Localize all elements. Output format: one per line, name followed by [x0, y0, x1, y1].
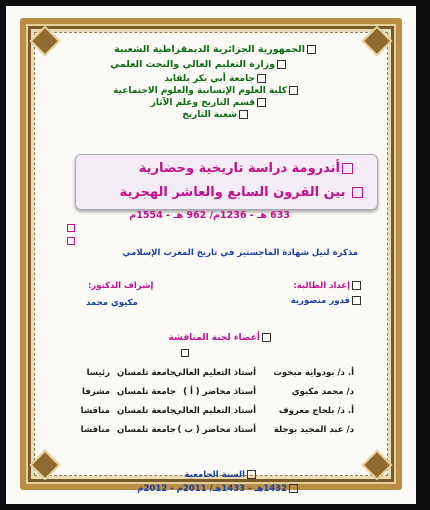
header-line-ministry: وزارة التعليم العالي والبحث العلمي [110, 59, 286, 70]
document-page [6, 6, 416, 504]
member-rank: أستاذ التعليم العالي [173, 368, 256, 378]
header-line-university: جامعة أبي بكر بلقايد [164, 74, 266, 84]
header-line-republic: الجمهورية الجزائرية الديمقراطية الشعبية [114, 44, 316, 55]
header-line-branch: شعبة التاريخ [182, 110, 248, 120]
member-role: رئيسا [86, 368, 110, 378]
corner-ornament [361, 449, 392, 480]
member-university: جامعة تلمسان [117, 387, 176, 397]
corner-ornament [29, 449, 60, 480]
academic-year-label: السنة الجامعية [185, 470, 256, 480]
thesis-subtitle: مذكرة لنيل شهادة الماجستير في تاريخ المغرب الإسلامي [122, 248, 358, 258]
member-rank: أستاذ التعليم العالي [173, 406, 256, 416]
academic-year-value: 1432هـ - 1433هـ/ 2011م - 2012م [137, 484, 298, 494]
committee-label: أعضاء لجنة المناقشة [169, 333, 271, 343]
thesis-title-box [75, 154, 378, 210]
student-label: إعداد الطالبة: [293, 281, 361, 291]
corner-ornament [361, 25, 392, 56]
member-role: مناقشا [80, 425, 110, 435]
header-line-faculty: كلية العلوم الإنسانية والعلوم الاجتماعية [113, 86, 298, 96]
header-line-department: قسم التاريخ وعلم الآثار [151, 98, 266, 108]
thesis-title-line-1: أندرومة دراسة تاريخية وحضارية [139, 161, 353, 176]
member-role: مشرفا [82, 387, 110, 397]
member-role: مناقشا [80, 406, 110, 416]
member-university: جامعة تلمسان [117, 368, 176, 378]
corner-ornament [29, 25, 60, 56]
member-rank: أستاذ محاضر ( أ ) [183, 387, 256, 397]
student-name: قدور منصورية [291, 296, 361, 306]
member-name: د/ عبد المجيد بوجلة [273, 425, 354, 435]
member-university: جامعة تلمسان [117, 406, 176, 416]
member-name: د/ محمد مكيوي [291, 387, 354, 397]
supervisor-name: مكيوي محمد [86, 298, 138, 308]
thesis-title-line-2: بين القرون السابع والعاشر الهجرية [120, 185, 363, 200]
member-rank: أستاذ محاضر ( ب ) [177, 425, 256, 435]
member-university: جامعة تلمسان [117, 425, 176, 435]
supervisor-label: إشراف الدكتور: [88, 281, 154, 291]
thesis-dates: 633 هـ - 1236م/ 962 هـ - 1554م [129, 210, 290, 221]
member-name: أ. د/ بلحاج معروف [278, 406, 354, 416]
checkbox-marker [181, 349, 189, 357]
member-name: أ. د/ بودواية مبخوت [273, 368, 354, 378]
checkbox-marker [67, 224, 75, 232]
checkbox-marker [67, 237, 75, 245]
